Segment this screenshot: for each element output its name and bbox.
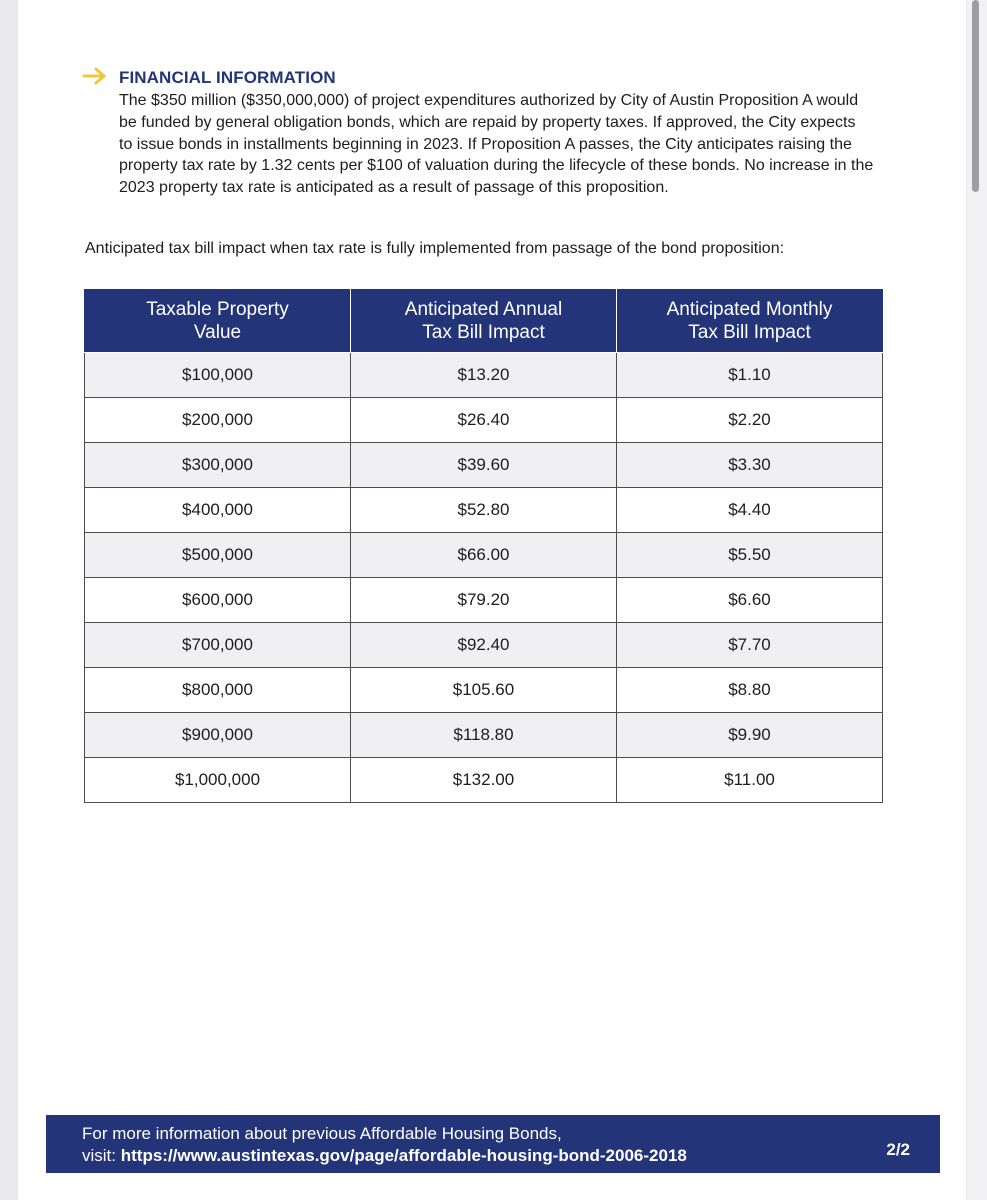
table-row — [85, 758, 883, 803]
footer-text — [82, 1123, 687, 1167]
section-body-line: 2023 property tax rate is anticipated as a result of passage of this proposition. — [119, 179, 669, 197]
property-value-cell: $300,000 — [85, 443, 351, 488]
table-row — [85, 713, 883, 758]
monthly-impact-cell: $1.10 — [617, 353, 883, 398]
property-value-cell: $800,000 — [85, 668, 351, 713]
property-value-cell: $100,000 — [85, 353, 351, 398]
footer-visit-line — [82, 1145, 687, 1167]
property-value-cell: $900,000 — [85, 713, 351, 758]
scrollbar-track[interactable] — [967, 0, 987, 1200]
annual-impact-cell: $92.40 — [351, 623, 617, 668]
property-value-cell: $400,000 — [85, 488, 351, 533]
footer-visit-label: visit: — [82, 1146, 121, 1165]
table-row — [85, 578, 883, 623]
monthly-impact-cell: $4.40 — [617, 488, 883, 533]
table-row — [85, 488, 883, 533]
property-value-cell: $700,000 — [85, 623, 351, 668]
monthly-impact-cell: $8.80 — [617, 668, 883, 713]
monthly-impact-cell: $6.60 — [617, 578, 883, 623]
annual-impact-cell: $79.20 — [351, 578, 617, 623]
section-body-line: to issue bonds in installments beginning in 2023. If Proposition A passes, the City anticipates raising the — [119, 135, 852, 153]
footer-banner — [46, 1115, 940, 1173]
footer-line: For more information about previous Affordable Housing Bonds, — [82, 1124, 562, 1143]
section-body-line: property tax rate by 1.32 cents per $100 of valuation during the lifecycle of these bonds. No increase in the — [119, 157, 874, 175]
property-value-cell: $200,000 — [85, 398, 351, 443]
annual-impact-cell: $105.60 — [351, 668, 617, 713]
table-row — [85, 443, 883, 488]
monthly-impact-cell: $11.00 — [617, 758, 883, 803]
annual-impact-cell: $66.00 — [351, 533, 617, 578]
header-taxable-property-value: Taxable Property Value — [85, 290, 351, 353]
annual-impact-cell: $13.20 — [351, 353, 617, 398]
table-row — [85, 623, 883, 668]
monthly-impact-cell: $7.70 — [617, 623, 883, 668]
monthly-impact-cell: $2.20 — [617, 398, 883, 443]
arrow-right-icon — [82, 66, 108, 86]
annual-impact-cell: $118.80 — [351, 713, 617, 758]
section-title: FINANCIAL INFORMATION — [119, 68, 336, 87]
annual-impact-cell: $132.00 — [351, 758, 617, 803]
header-annual-impact: Anticipated Annual Tax Bill Impact — [351, 290, 617, 353]
scrollbar-thumb[interactable] — [972, 0, 979, 192]
table-row — [85, 533, 883, 578]
page-number: 2/2 — [886, 1140, 910, 1159]
section-body-line: The $350 million ($350,000,000) of project expenditures authorized by City of Austin Proposition A would — [119, 92, 859, 109]
footer-url-link[interactable]: https://www.austintexas.gov/page/affordable-housing-bond-2006-2018 — [120, 1146, 687, 1165]
tax-impact-table — [84, 289, 883, 803]
annual-impact-cell: $39.60 — [351, 443, 617, 488]
monthly-impact-cell: $9.90 — [617, 713, 883, 758]
table-row — [85, 398, 883, 443]
annual-impact-cell: $52.80 — [351, 488, 617, 533]
table-intro-text: Anticipated tax bill impact when tax rate is fully implemented from passage of the bond proposition: — [85, 240, 785, 257]
property-value-cell: $500,000 — [85, 533, 351, 578]
monthly-impact-cell: $5.50 — [617, 533, 883, 578]
section-body — [119, 90, 919, 199]
header-monthly-impact: Anticipated Monthly Tax Bill Impact — [617, 290, 883, 353]
table-row — [85, 668, 883, 713]
property-value-cell: $1,000,000 — [85, 758, 351, 803]
table-header-row — [85, 290, 883, 353]
property-value-cell: $600,000 — [85, 578, 351, 623]
monthly-impact-cell: $3.30 — [617, 443, 883, 488]
table-row — [85, 353, 883, 398]
annual-impact-cell: $26.40 — [351, 398, 617, 443]
section-body-line: be funded by general obligation bonds, which are repaid by property taxes. If approved, the City expects — [119, 113, 856, 131]
